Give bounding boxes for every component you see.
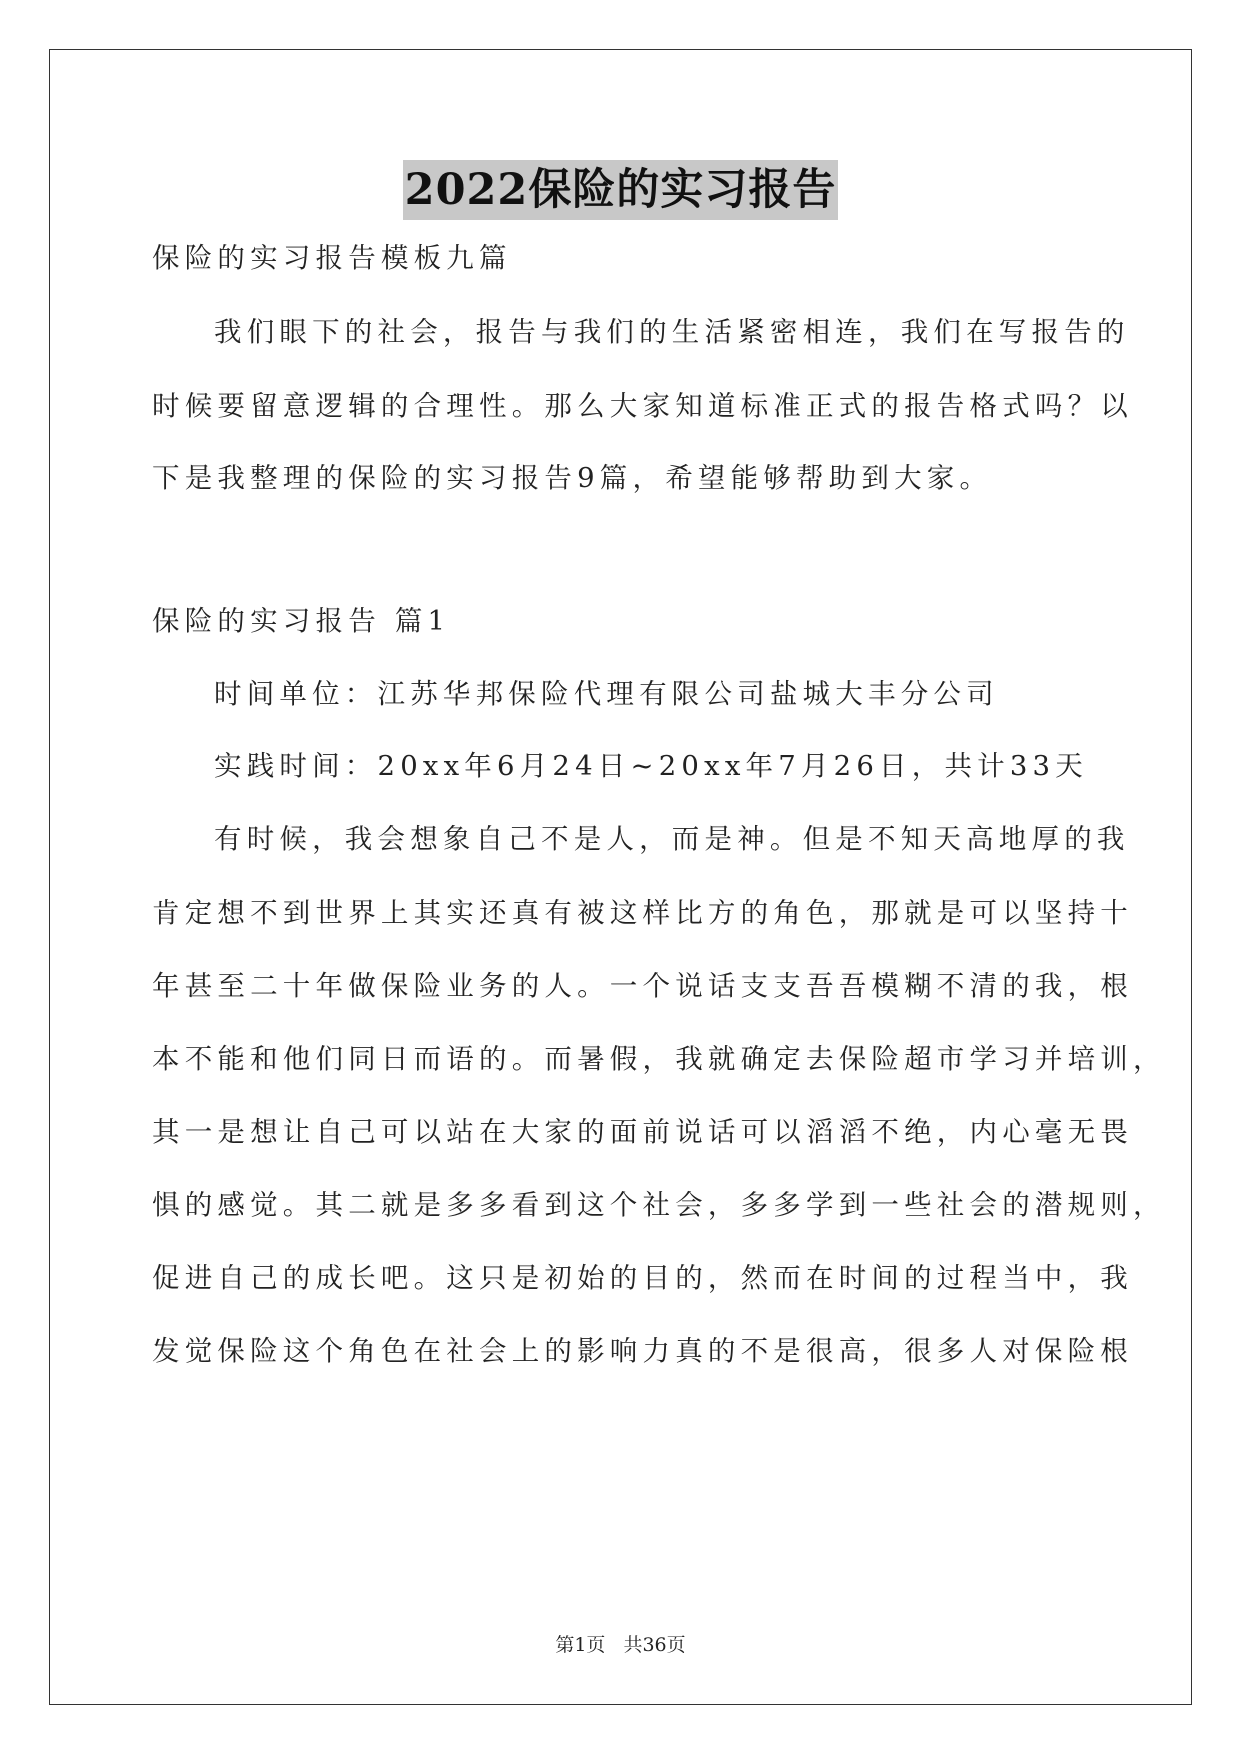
page-border [49, 49, 1192, 1705]
body-line-1: 有时候，我会想象自己不是人，而是神。但是不知天高地厚的我 [214, 823, 1130, 855]
unit-line: 时间单位：江苏华邦保险代理有限公司盐城大丰分公司 [214, 678, 999, 710]
document-subtitle: 保险的实习报告模板九篇 [152, 242, 512, 274]
page-number: 第1页 [555, 1634, 606, 1656]
body-line-2: 肯定想不到世界上其实还真有被这样比方的角色，那就是可以坚持十 [152, 897, 1133, 929]
intro-line-2: 时候要留意逻辑的合理性。那么大家知道标准正式的报告格式吗？以 [152, 390, 1133, 422]
body-line-7: 促进自己的成长吧。这只是初始的目的，然而在时间的过程当中，我 [152, 1262, 1133, 1294]
page-footer [0, 1630, 1241, 1657]
title-container [0, 160, 1241, 220]
body-line-6: 惧的感觉。其二就是多多看到这个社会，多多学到一些社会的潜规则， [152, 1189, 1166, 1221]
time-line: 实践时间：20xx年6月24日~20xx年7月26日，共计33天 [214, 750, 1088, 782]
intro-line-1: 我们眼下的社会，报告与我们的生活紧密相连，我们在写报告的 [214, 316, 1130, 348]
body-line-4: 本不能和他们同日而语的。而暑假，我就确定去保险超市学习并培训， [152, 1043, 1166, 1075]
body-line-8: 发觉保险这个角色在社会上的影响力真的不是很高，很多人对保险根 [152, 1335, 1133, 1367]
intro-line-3: 下是我整理的保险的实习报告9篇，希望能够帮助到大家。 [152, 462, 993, 494]
page-total: 共36页 [623, 1634, 686, 1656]
document-title: 2022保险的实习报告 [403, 160, 839, 220]
body-line-3: 年甚至二十年做保险业务的人。一个说话支支吾吾模糊不清的我，根 [152, 970, 1133, 1002]
section-heading: 保险的实习报告 篇1 [152, 605, 451, 637]
body-line-5: 其一是想让自己可以站在大家的面前说话可以滔滔不绝，内心毫无畏 [152, 1116, 1133, 1148]
